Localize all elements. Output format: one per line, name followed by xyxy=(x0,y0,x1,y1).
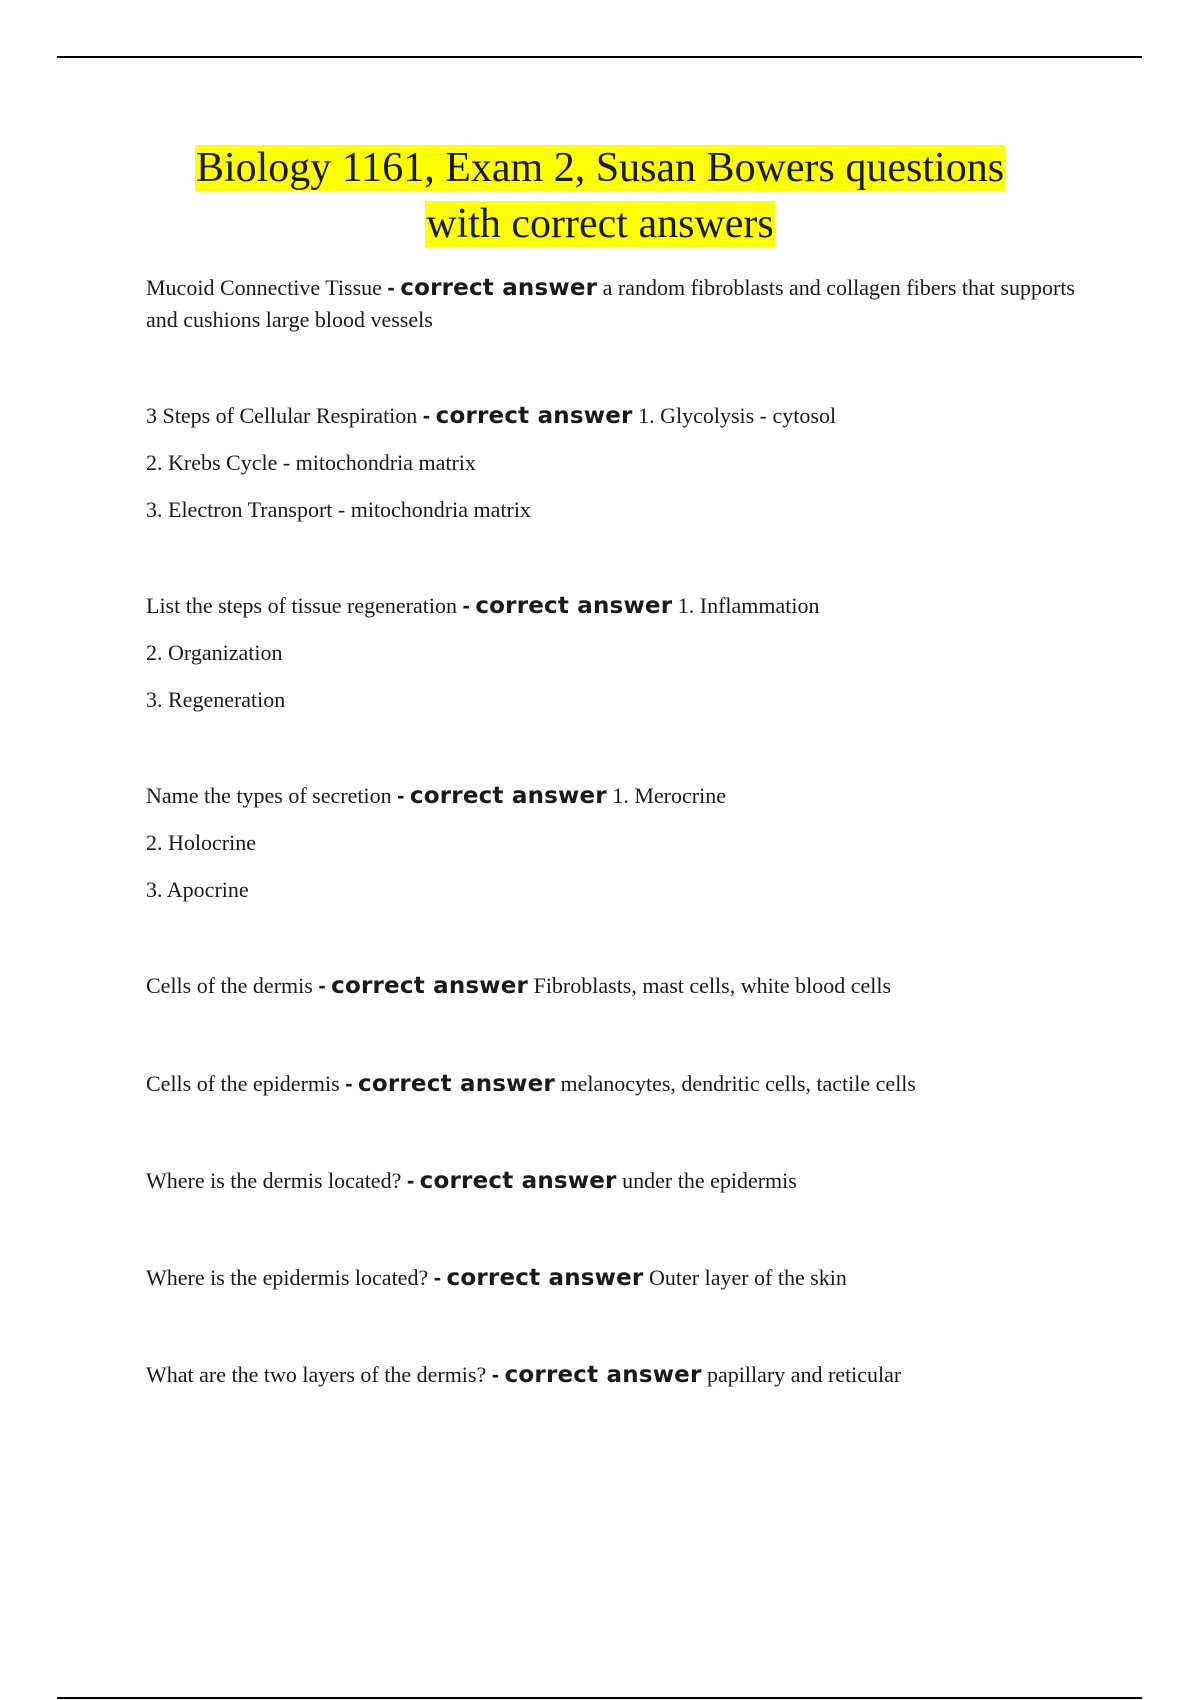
question-text: 3 Steps of Cellular Respiration xyxy=(146,403,418,428)
title-line-1: Biology 1161, Exam 2, Susan Bowers questions xyxy=(195,145,1005,191)
top-rule xyxy=(57,56,1142,58)
answer-continuation: 2. Organization xyxy=(146,640,283,665)
separator: - xyxy=(433,1265,442,1290)
separator: - xyxy=(422,403,431,428)
answer-text: papillary and reticular xyxy=(707,1362,902,1387)
bottom-rule xyxy=(57,1697,1142,1699)
answer-marker: correct answer xyxy=(435,403,633,429)
answer-marker: correct answer xyxy=(358,1071,555,1097)
answer-text: melanocytes, dendritic cells, tactile cells xyxy=(560,1071,916,1096)
qa-item-mucoid-connective-tissue xyxy=(146,272,1076,336)
answer-text: under the epidermis xyxy=(622,1168,797,1193)
qa-item-dermis-location xyxy=(146,1165,1076,1197)
question-text: Cells of the dermis xyxy=(146,973,313,998)
separator: - xyxy=(406,1168,415,1193)
qa-line xyxy=(146,970,1076,1002)
separator: - xyxy=(397,783,405,808)
qa-line xyxy=(146,272,1076,336)
qa-item-cellular-respiration xyxy=(146,400,1076,526)
answer-marker: correct answer xyxy=(446,1265,644,1291)
qa-line xyxy=(146,590,1076,622)
answer-marker: correct answer xyxy=(504,1362,702,1388)
answer-marker: correct answer xyxy=(331,973,529,999)
qa-item-tissue-regeneration xyxy=(146,590,1076,716)
title-line-2: with correct answers xyxy=(426,201,774,247)
question-text: Where is the dermis located? xyxy=(146,1168,402,1193)
answer-marker: correct answer xyxy=(400,275,598,301)
answer-text: 1. Glycolysis - cytosol xyxy=(638,403,837,428)
question-text: Cells of the epidermis xyxy=(146,1071,340,1096)
answer-text: 1. Inflammation xyxy=(677,593,820,618)
qa-item-types-of-secretion xyxy=(146,780,1076,906)
answer-text: 1. Merocrine xyxy=(612,783,726,808)
answer-marker: correct answer xyxy=(409,783,607,809)
answer-continuation: 3. Apocrine xyxy=(146,877,249,902)
qa-item-cells-of-dermis xyxy=(146,970,1076,1002)
answer-text: Fibroblasts, mast cells, white blood cells xyxy=(533,973,892,998)
qa-item-epidermis-location xyxy=(146,1262,1076,1294)
answer-text: Outer layer of the skin xyxy=(648,1265,847,1290)
question-text: What are the two layers of the dermis? xyxy=(146,1362,487,1387)
qa-line xyxy=(146,780,1076,812)
qa-line xyxy=(146,1262,1076,1294)
separator: - xyxy=(345,1071,353,1096)
qa-item-cells-of-epidermis xyxy=(146,1068,1076,1100)
qa-line xyxy=(146,1068,1076,1100)
question-text: Mucoid Connective Tissue xyxy=(146,275,382,300)
separator: - xyxy=(318,973,326,998)
question-text: List the steps of tissue regeneration xyxy=(146,593,457,618)
answer-marker: correct answer xyxy=(419,1168,617,1194)
document-title xyxy=(100,140,1100,252)
separator: - xyxy=(462,593,470,618)
separator: - xyxy=(387,275,395,300)
qa-line xyxy=(146,1359,1076,1391)
question-text: Where is the epidermis located? xyxy=(146,1265,429,1290)
answer-text: a random fibroblasts and collagen fibers that supports and cushions large blood vessels xyxy=(146,275,1075,332)
answer-continuation: 3. Regeneration xyxy=(146,687,286,712)
answer-continuation: 2. Krebs Cycle - mitochondria matrix xyxy=(146,450,476,475)
qa-item-dermis-layers xyxy=(146,1359,1076,1391)
answer-continuation: 2. Holocrine xyxy=(146,830,256,855)
answer-continuation: 3. Electron Transport - mitochondria matrix xyxy=(146,497,531,522)
question-text: Name the types of secretion xyxy=(146,783,392,808)
answer-marker: correct answer xyxy=(475,593,673,619)
qa-line xyxy=(146,400,1076,432)
qa-line xyxy=(146,1165,1076,1197)
separator: - xyxy=(491,1362,500,1387)
